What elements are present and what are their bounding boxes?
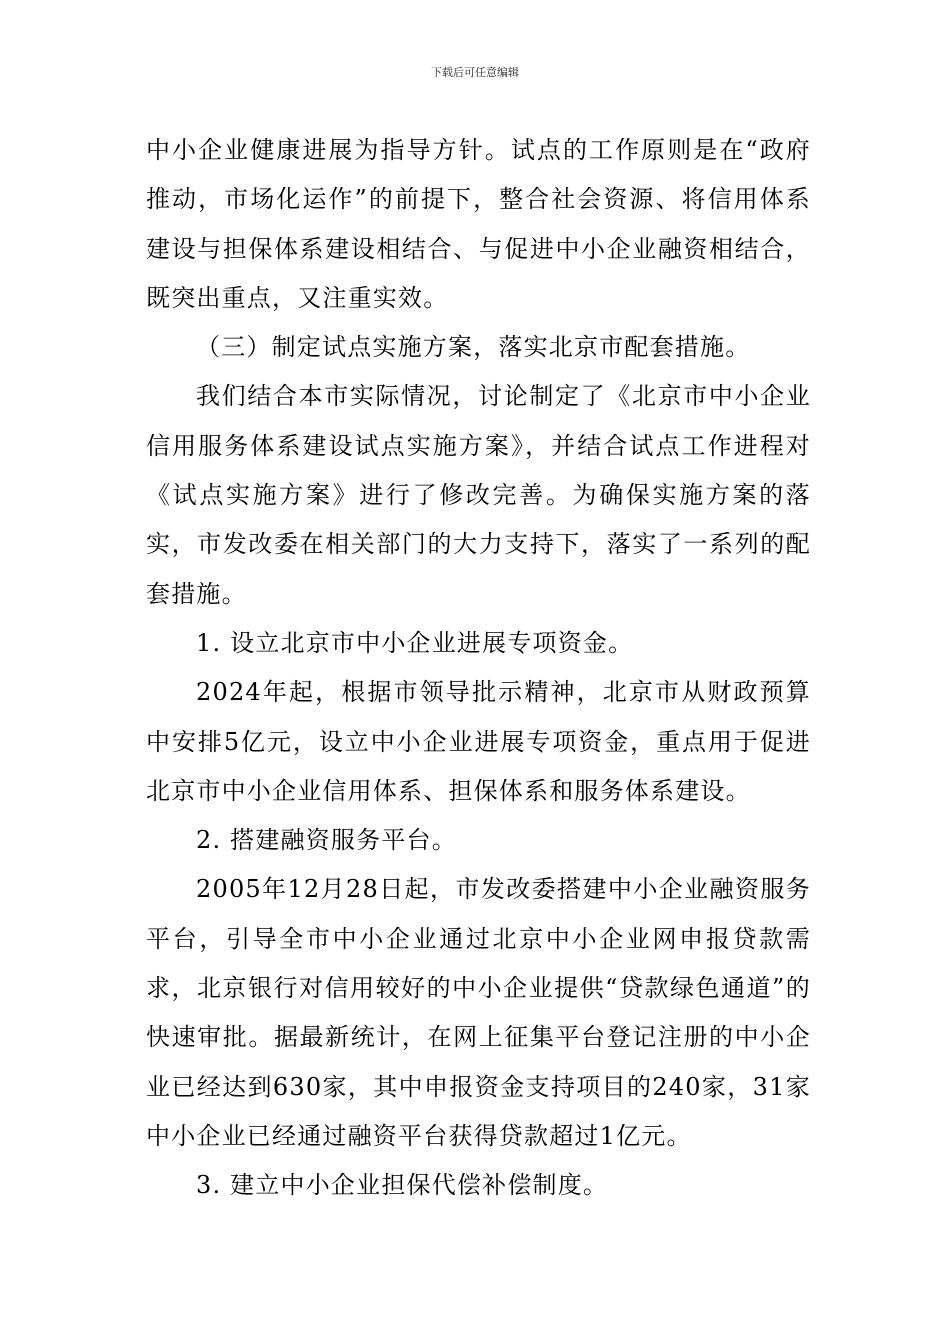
- paragraph: 我们结合本市实际情况，讨论制定了《北京市中小企业信用服务体系建设试点实施方案》，并结合试点工作进程对《试点实施方案》进行了修改完善。为确保实施方案的落实，市发改委在相关部门的大力支持下，落实了一系列的配套措施。: [146, 382, 811, 608]
- paragraph: 中小企业健康进展为指导方针。试点的工作原则是在“政府推动，市场化运作”的前提下，整合社会资源、将信用体系建设与担保体系建设相结合、与促进中小企业融资相结合，既突出重点，又注重实效。: [146, 136, 811, 312]
- section-heading: （三）制定试点实施方案，落实北京市配套措施。: [196, 333, 751, 362]
- document-body: [146, 126, 811, 1211]
- list-item-heading: 2. 搭建融资服务平台。: [196, 826, 457, 855]
- list-item-heading: 3. 建立中小企业担保代偿补偿制度。: [196, 1171, 609, 1200]
- paragraph: 2005年12月28日起，市发改委搭建中小企业融资服务平台，引导全市中小企业通过北京中小企业网申报贷款需求，北京银行对信用较好的中小企业提供“贷款绿色通道”的快速审批。据最新统计，在网上征集平台登记注册的中小企业已经达到630家，其中申报资金支持项目的240家，31家中小企业已经通过融资平台获得贷款超过1亿元。: [146, 875, 811, 1150]
- page-header: 下载后可任意编辑: [431, 66, 519, 79]
- list-item-heading: 1. 设立北京市中小企业进展专项资金。: [196, 628, 634, 657]
- paragraph: 2024年起，根据市领导批示精神，北京市从财政预算中安排5亿元，设立中小企业进展专项资金，重点用于促进北京市中小企业信用体系、担保体系和服务体系建设。: [146, 678, 811, 805]
